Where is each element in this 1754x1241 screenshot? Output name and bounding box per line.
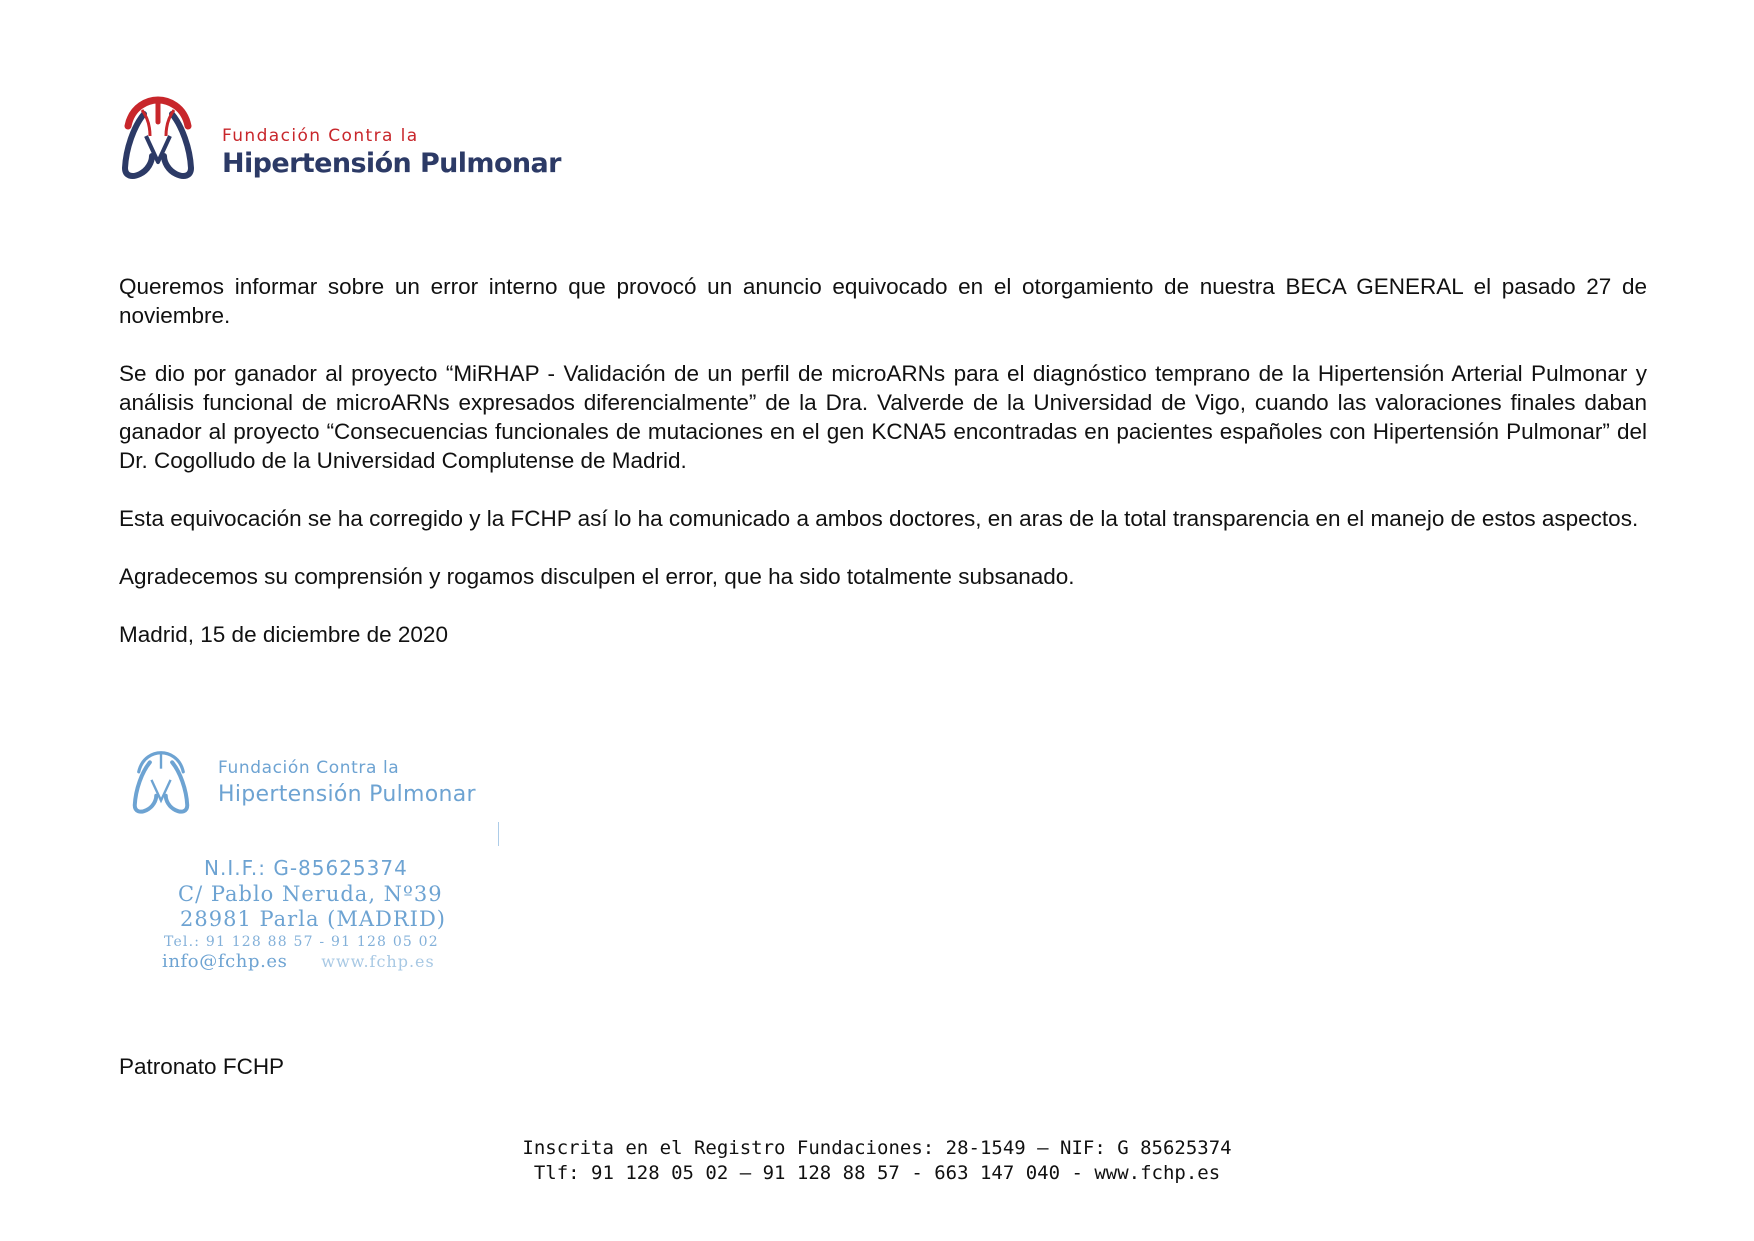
foundation-stamp bbox=[128, 744, 508, 984]
paragraph-error-notice: Queremos informar sobre un error interno que provocó un anuncio equivocado en el otorgamiento de nuestra BECA GENERAL el pasado 27 de noviembre. bbox=[119, 274, 1647, 328]
footer-contact-line: Tlf: 91 128 05 02 – 91 128 88 57 - 663 147 040 - www.fchp.es bbox=[533, 1162, 1221, 1184]
paragraph-apology: Agradecemos su comprensión y rogamos disculpen el error, que ha sido totalmente subsanado. bbox=[119, 564, 1075, 589]
footer-registry-line: Inscrita en el Registro Fundaciones: 28-1549 – NIF: G 85625374 bbox=[522, 1137, 1232, 1159]
letter-body bbox=[119, 272, 1647, 678]
lungs-logo-icon bbox=[122, 96, 194, 184]
signature: Patronato FCHP bbox=[119, 1054, 285, 1079]
stamp-website: www.fchp.es bbox=[321, 952, 435, 971]
logo-title-line1: Fundación Contra la bbox=[222, 126, 419, 146]
lungs-logo-icon bbox=[132, 748, 190, 818]
paragraph-correction: Esta equivocación se ha corregido y la FCHP así lo ha comunicado a ambos doctores, en aras de la total transparencia en el manejo de estos aspectos. bbox=[119, 506, 1639, 531]
logo-title-line2: Hipertensión Pulmonar bbox=[222, 148, 561, 179]
foundation-logo bbox=[122, 96, 561, 186]
paragraph-project-details: Se dio por ganador al proyecto “MiRHAP - Validación de un perfil de microARNs para el diagnóstico temprano de la Hipertensión Arterial Pulmonar y análisis funcional de microARNs expresados diferencialmente” de la Dra. Valverde de la Universidad de Vigo, cuando las valoraciones finales daban ganador al proyecto “Consecuencias funcionales de mutaciones en el gen KCNA5 encontradas en pacientes españoles con Hipertensión Pulmonar” del Dr. Cogolludo de la Universidad Complutense de Madrid. bbox=[119, 361, 1647, 473]
page-footer bbox=[0, 1136, 1754, 1186]
stamp-nif: N.I.F.: G-85625374 bbox=[204, 856, 408, 880]
stamp-contact bbox=[162, 951, 502, 972]
stamp-address-street: C/ Pablo Neruda, Nº39 bbox=[178, 882, 443, 906]
letter-date: Madrid, 15 de diciembre de 2020 bbox=[119, 622, 448, 647]
stamp-title-line2: Hipertensión Pulmonar bbox=[218, 782, 476, 807]
stamp-divider bbox=[498, 822, 499, 846]
stamp-email: info@fchp.es bbox=[162, 951, 288, 972]
stamp-title-line1: Fundación Contra la bbox=[218, 758, 400, 778]
stamp-phones: Tel.: 91 128 88 57 - 91 128 05 02 bbox=[164, 934, 439, 950]
stamp-address-city: 28981 Parla (MADRID) bbox=[180, 907, 446, 931]
